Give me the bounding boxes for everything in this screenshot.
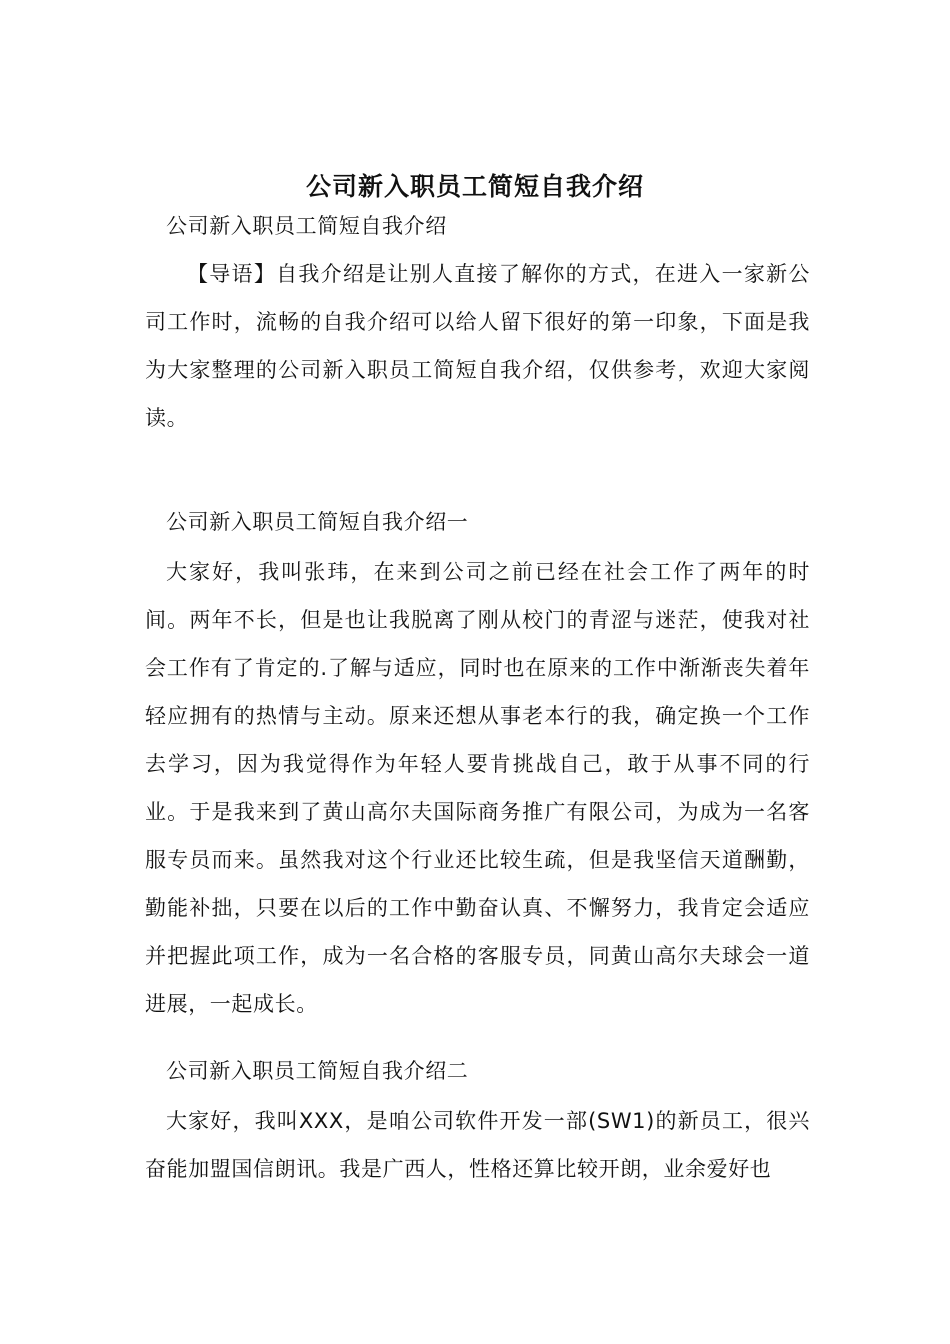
section-2-body: 大家好，我叫XXX，是咱公司软件开发一部(SW1)的新员工，很兴奋能加盟国信朗讯。我是广西人，性格还算比较开朗，业余爱好也 xyxy=(145,1109,810,1181)
document-title: 公司新入职员工简短自我介绍 xyxy=(305,171,644,201)
intro-paragraph: 【导语】自我介绍是让别人直接了解你的方式，在进入一家新公司工作时，流畅的自我介绍可以给人留下很好的第一印象，下面是我为大家整理的公司新入职员工简短自我介绍，仅供参考，欢迎大家阅读。 xyxy=(145,262,810,430)
section-1-body: 大家好，我叫张玮，在来到公司之前已经在社会工作了两年的时间。两年不长，但是也让我脱离了刚从校门的青涩与迷茫，使我对社会工作有了肯定的.了解与适应，同时也在原来的工作中渐渐丧失着年轻应拥有的热情与主动。原来还想从事老本行的我，确定换一个工作去学习，因为我觉得作为年轻人要肯挑战自己，敢于从事不同的行业。于是我来到了黄山高尔夫国际商务推广有限公司，为成为一名客服专员而来。虽然我对这个行业还比较生疏，但是我坚信天道酬勤，勤能补拙，只要在以后的工作中勤奋认真、不懈努力，我肯定会适应并把握此项工作，成为一名合格的客服专员，同黄山高尔夫球会一道进展，一起成长。 xyxy=(145,560,810,1016)
document-subtitle: 公司新入职员工简短自我介绍 xyxy=(166,214,447,238)
section-2-heading: 公司新入职员工简短自我介绍二 xyxy=(166,1059,469,1083)
section-1-heading: 公司新入职员工简短自我介绍一 xyxy=(166,510,469,534)
